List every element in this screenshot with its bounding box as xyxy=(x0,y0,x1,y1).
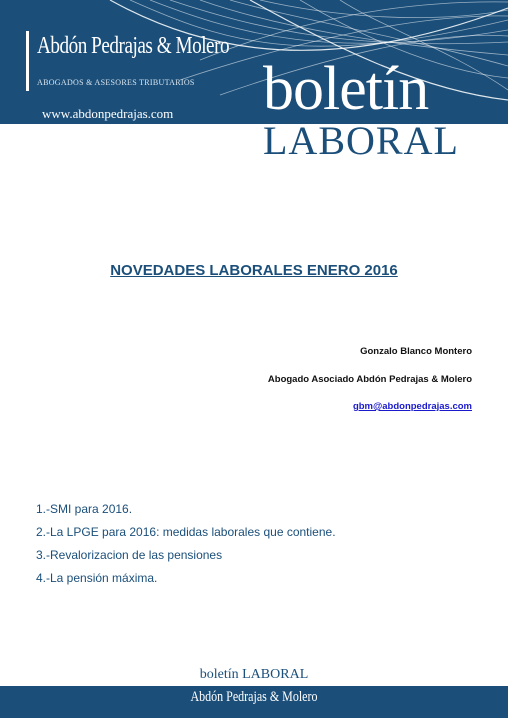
document-title: NOVEDADES LABORALES ENERO 2016 xyxy=(110,262,398,279)
author-role: Abogado Asociado Abdón Pedrajas & Molero xyxy=(267,374,472,385)
bulletin-title-word2: LABORAL xyxy=(263,118,459,163)
table-of-contents xyxy=(36,498,336,590)
footer-bulletin-title: boletín LABORAL xyxy=(199,667,309,682)
toc-item: 1.-SMI para 2016. xyxy=(36,502,133,516)
firm-website-link[interactable]: www.abdonpedrajas.com xyxy=(42,106,174,121)
firm-logo-name: Abdón Pedrajas & Molero xyxy=(37,33,230,59)
author-email-link[interactable]: gbm@abdonpedrajas.com xyxy=(352,401,472,412)
toc-item: 3.-Revalorizacion de las pensiones xyxy=(36,548,223,562)
toc-item: 4.-La pensión máxima. xyxy=(36,571,158,585)
logo-bar xyxy=(26,31,29,91)
footer-firm-name: Abdón Pedrajas & Molero xyxy=(190,689,318,705)
bulletin-title-word1: boletín xyxy=(263,55,429,123)
author-name: Gonzalo Blanco Montero xyxy=(360,346,472,357)
firm-tagline: ABOGADOS & ASESORES TRIBUTARIOS xyxy=(37,78,195,87)
toc-item: 2.-La LPGE para 2016: medidas laborales que contiene. xyxy=(36,525,336,539)
header-banner xyxy=(0,0,508,124)
